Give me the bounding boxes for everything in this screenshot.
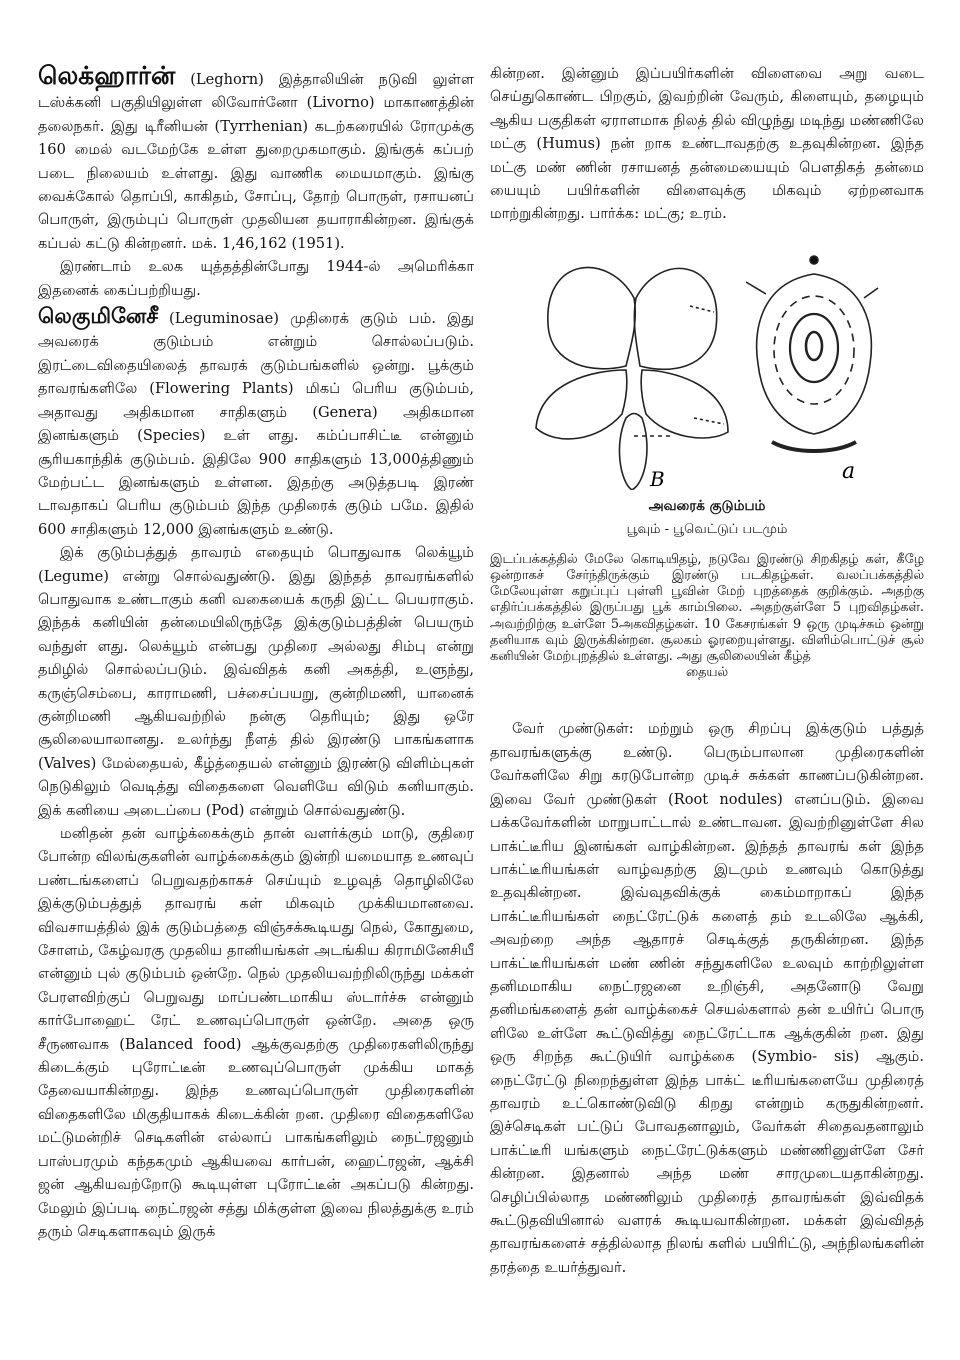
paragraph-wwii: இரண்டாம் உலக யுத்தத்தின்போது 1944-ல் அமெரிக்கா இதனைக் கைப்பற்றியது. [38, 258, 474, 299]
dot-marker [810, 256, 818, 264]
flower-illustration [514, 246, 894, 490]
wing-petal-right [641, 370, 728, 438]
figure-title: அவரைக் குடும்பம் [648, 497, 766, 514]
figure-caption-last: தையல் [685, 665, 729, 681]
standard-petal-right [634, 268, 716, 369]
paragraph-root-nodules: வேர் முண்டுகள்: மற்றும் ஒரு சிறப்பு இக்குடும் பத்துத் தாவரங்களுக்கு உண்டு. பெரும்பாலான முதிரைகளின் வேர்களிலே சிறு கரடுபோன்ற முடிச் சுக்கள் காணப்படுகின்றன. இவை வேர் முண்டுகள் (Root nodules) எனப்படும். இவை பக்கவேர்களின் மாறுபாட்டால் உண்டாவன. இவற்றினுள்ளே சில பாக்ட்டீரிய இனங்கள் வாழ்கின்றன. இந்தத் தாவரங் கள் இந்த பாக்ட்டீரியங்கள் வாழ்வதற்கு இடமும் உணவும் கொடுத்து உதவுகின்றன. இவ்வுதவிக்குக் கைம்மாறாகப் இந்த பாக்ட்டீரியங்கள் நைட்ரேட்டுக் களைத் தம் உடலிலே ஆக்கி, அவற்றை அந்த ஆதாரச் செடிக்குத் தருகின்றன. இந்த பாக்ட்டீரியங்கள் மண் ணின் சந்துகளிலே உலவும் காற்றிலுள்ள தனிமமாகிய நைட்ரஜனை உறிஞ்சி, அதனோடு வேறு தனிமங்களைத் தன் வாழ்க்கைச் செயல்களால் தன் உயிர்ப் பொரு ளிலே உள்ளே கூட்டுவித்து நைட்ரேட்டாக ஆக்குகின் றன. இது ஒரு சிறந்த கூட்டுயிர் வாழ்க்கை (Symbio- sis) ஆகும். நைட்ரேட்டு நிறைந்துள்ள இந்த பாக்ட் டீரியங்களையே முதிரைத் தாவரம் உட்கொண்டுவிடு கிறது என்றும் கருதுகின்றனர். இச்செடிகள் பட்டுப் போவதனாலும், வேர்கள் சிதைவதனாலும் பாக்ட்டீரி யங்களும் நைட்ரேட்டுக்களும் மண்ணினுள்ளே சேர் கின்றன. இதனால் அந்த மண் சாரமுடையதாகின்றது. செழிப்பில்லாத மண்ணிலும் முதிரைத் தாவரங்கள் இவ்விதக் கூட்டுதவியினால் வளரக் கூடியவாகின்றன. மக்கள் இவ்விதத் தாவரங்களைச் சத்தில்லாத நிலங் களில் பயிரிட்டு, அந்நிலங்களின் தரத்தை உயர்த்துவர். [490, 720, 924, 1276]
standard-petal [548, 267, 635, 368]
figure-label-b: B [650, 466, 665, 490]
wing-petal-left [536, 370, 627, 439]
right-column [490, 62, 924, 1279]
keel-petal [619, 413, 647, 490]
entry-leghorn [38, 62, 474, 255]
paragraph-humus: கின்றன. இன்னும் இப்பயிர்களின் விளைவை அறு வடை செய்துகொண்ட பிறகும், இவற்றின் வேரும், கிளையும், தழையும் ஆகிய பகுதிகள் ஏராளமாக நிலத் தில் விழுந்து மடிந்து மண்ணிலே மட்கு (Humus) நன் றாக உண்டாவதற்கு உதவுகின்றன. இந்த மட்கு மண் ணின் ரசாயனத் தன்மையையும் பௌதிகத் தன்மை யையும் பயிர்களின் விளைவுக்கு மிகவும் ஏற்றனவாக மாற்றுகின்றது. பார்க்க: மட்கு; உரம். [490, 65, 924, 223]
entry-leghorn-body: (Leghorn) இத்தாலியின் நடுவி லுள்ள டஸ்க்கனி பகுதியிலுள்ள லிவோர்னோ (Livorno) மாகாணத்தின் தலைநகர். இது டிரீனியன் (Tyrrhenian) கடற்கரையில் ரோமுக்கு 160 மைல் வடமேற்கே உள்ள துறைமுகமாகும். இங்குக் கப்பற் படை நிலையம் உள்ளது. இது வாணிக மையமாகும். இங்கு வைக்கோல் தொப்பி, காகிதம், சோப்பு, தோற் பொருள், ரசாயனப் பொருள், இரும்புப் பொருள் முதலியன தயாராகின்றன. இங்குக் கப்பல் கட்டு கின்றனர். மக். 1,46,162 (1951). [38, 71, 474, 252]
paragraph-legume: இக் குடும்பத்துத் தாவரம் எதையும் பொதுவாக லெக்யூம் (Legume) என்று சொல்வதுண்டு. இது இந்தத் தாவரங்களில் பொதுவாக உண்டாகும் கனி வகையைக் கருதி இட்ட பெயராகும். இந்தக் கனியின் தன்மையிலிருந்தே இக்குடும்பத்தின் பெயரும் வந்துள் ளது. லெக்யூம் என்பது முதிரை அல்லது சிம்பு என்று தமிழில் சொல்லப்படும். இவ்விதக் கனி அகத்தி, உளுந்து, கருஞ்செம்பை, காராமணி, பச்சைப்பயறு, குன்றிமணி, யானைக் குன்றிமணி ஆகியவற்றில் நன்கு தெரியும்; இது ஒரே சூலிலையாலானது. உலர்ந்து நீளத் தில் இரண்டு பாகங்களாக (Valves) மேல்தையல், கீழ்த்தையல் என்னும் இரண்டு விளிம்புகள் நெடுகிலும் வெடித்து விதைகளை வெளியே விடும் கனியாகும். இக் கனியை அடைப்பை (Pod) என்றும் சொல்வதுண்டு. [38, 544, 474, 819]
paragraph-agriculture: மனிதன் தன் வாழ்க்கைக்கும் தான் வளர்க்கும் மாடு, குதிரை போன்ற விலங்குகளின் வாழ்க்கைக்கும் இன்றி யமையாத உணவுப் பண்டங்களைப் பெறுவதற்காகச் செய்யும் உழவுத் தொழிலிலே இக்குடும்பத்துத் தாவரங் கள் மிகவும் முக்கியமானவை. விவசாயத்தில் இக் குடும்பத்தை விஞ்சக்கூடியது நெல், கோதுமை, சோளம், கேழ்வரகு முதலிய தானியங்கள் அடங்கிய கிராமினேசியீ என்னும் புல் குடும்பம் ஒன்றே. நெல் முதலியவற்றிலிருந்து மக்கள் பேரளவிற்குப் பெறுவது மாப்பண்டமாகிய ஸ்டார்ச்சு என்னும் கார்போஹைட் ரேட் உணவுப்பொருள் ஒன்றே. அதை ஒரு சீருணவாக (Balanced food) ஆக்குவதற்கு முதிரைகளிலிருந்து கிடைக்கும் புரோட்டீன் உணவுப்பொருள் முக்கிய மாகத் தேவையாகின்றது. இந்த உணவுப்பொருள் முதிரைகளின் விதைகளிலே மிகுதியாகக் கிடைக்கின் றன. முதிரை விதைகளிலே மட்டுமன்றிச் செடிகளின் எல்லாப் பாகங்களிலும் நைட்ரஜனும் பாஸ்பரமும் கந்தகமும் ஆகியவை கார்பன், ஹைட்ரஜன், ஆக்சி ஜன் ஆகியவற்றோடு கூடியுள்ள புரோட்டீன் அகப்படு கின்றது. மேலும் இப்படி நைட்ரஜன் சத்து மிக்குள்ள இவை நிலத்துக்கு உரம் தரும் செடிகளாகவும் இருக் [38, 825, 474, 1240]
figure-label-a: a [842, 458, 856, 484]
section-gap [490, 681, 924, 717]
left-column [38, 62, 474, 1243]
figure-caption [490, 552, 924, 682]
entry-leguminosae-body: (Leguminosae) முதிரைக் குடும் பம். இது அவரைக் குடும்பம் என்றும் சொல்லப்படும். இரட்டைவிதையிலைத் தாவரக் குடும்பங்களில் ஒன்று. பூக்கும் தாவரங்களிலே (Flowering Plants) மிகப் பெரிய குடும்பம், அதாவது அதிகமான சாதிகளும் (Genera) அதிகமான இனங்களும் (Species) உள் ளது. கம்ப்பாசிட்டீ என்னும் சூரியகாந்திக் குடும்பம். இதிலே 900 சாதிகளும் 13,000த்திணும் மேற்பட்ட இனங்களும் உள்ளன. இதற்கு அடுத்தபடி இரண் டாவதாகப் பெரிய குடும்பம் இந்த முதிரைக் குடும் பமே. இதில் 600 சாதிகளும் 12,000 இனங்களும் உண்டு. [38, 310, 474, 538]
headword-leghorn: லெக்ஹார்ன் [38, 61, 176, 90]
entry-leguminosae [38, 302, 474, 541]
figure-caption-text: இடப்பக்கத்தில் மேலே கொடியிதழ், நடுவே இரண்டு சிறகிதழ் கள், கீழே ஒன்றாகச் சேர்ந்திருக்கும் இரண்டு படகிதழ்கள். வலப்பக்கத்தில் மேலேயுள்ள கறுப்புப் புள்ளி பூவின் மேற் புறத்தைக் குறிக்கும். அதற்கு எதிர்ப்பக்கத்தில் இருப்பது பூக் காம்பிலை. அதற்குள்ளே 5 புறவிதழ்கள். அவற்றிற்கு உள்ளே 5அகவிதழ்கள். 10 கேசரங்கள் 9 ஒரு முடிச்சும் ஒன்று தனியாக வும் இருக்கின்றன. சூலகம் ஓரறையுள்ளது. விளிம்பொட்டுச் சூல் கனியின் மேற்புறத்தில் உள்ளது. அது சூலிலையின் கீழ்த் [490, 551, 924, 665]
figure-subtitle: பூவும் - பூவெட்டுப் படமும் [626, 521, 788, 537]
headword-leguminosae: லெகுமினேசீ [38, 303, 158, 329]
figure-flower-diagram [490, 246, 924, 490]
